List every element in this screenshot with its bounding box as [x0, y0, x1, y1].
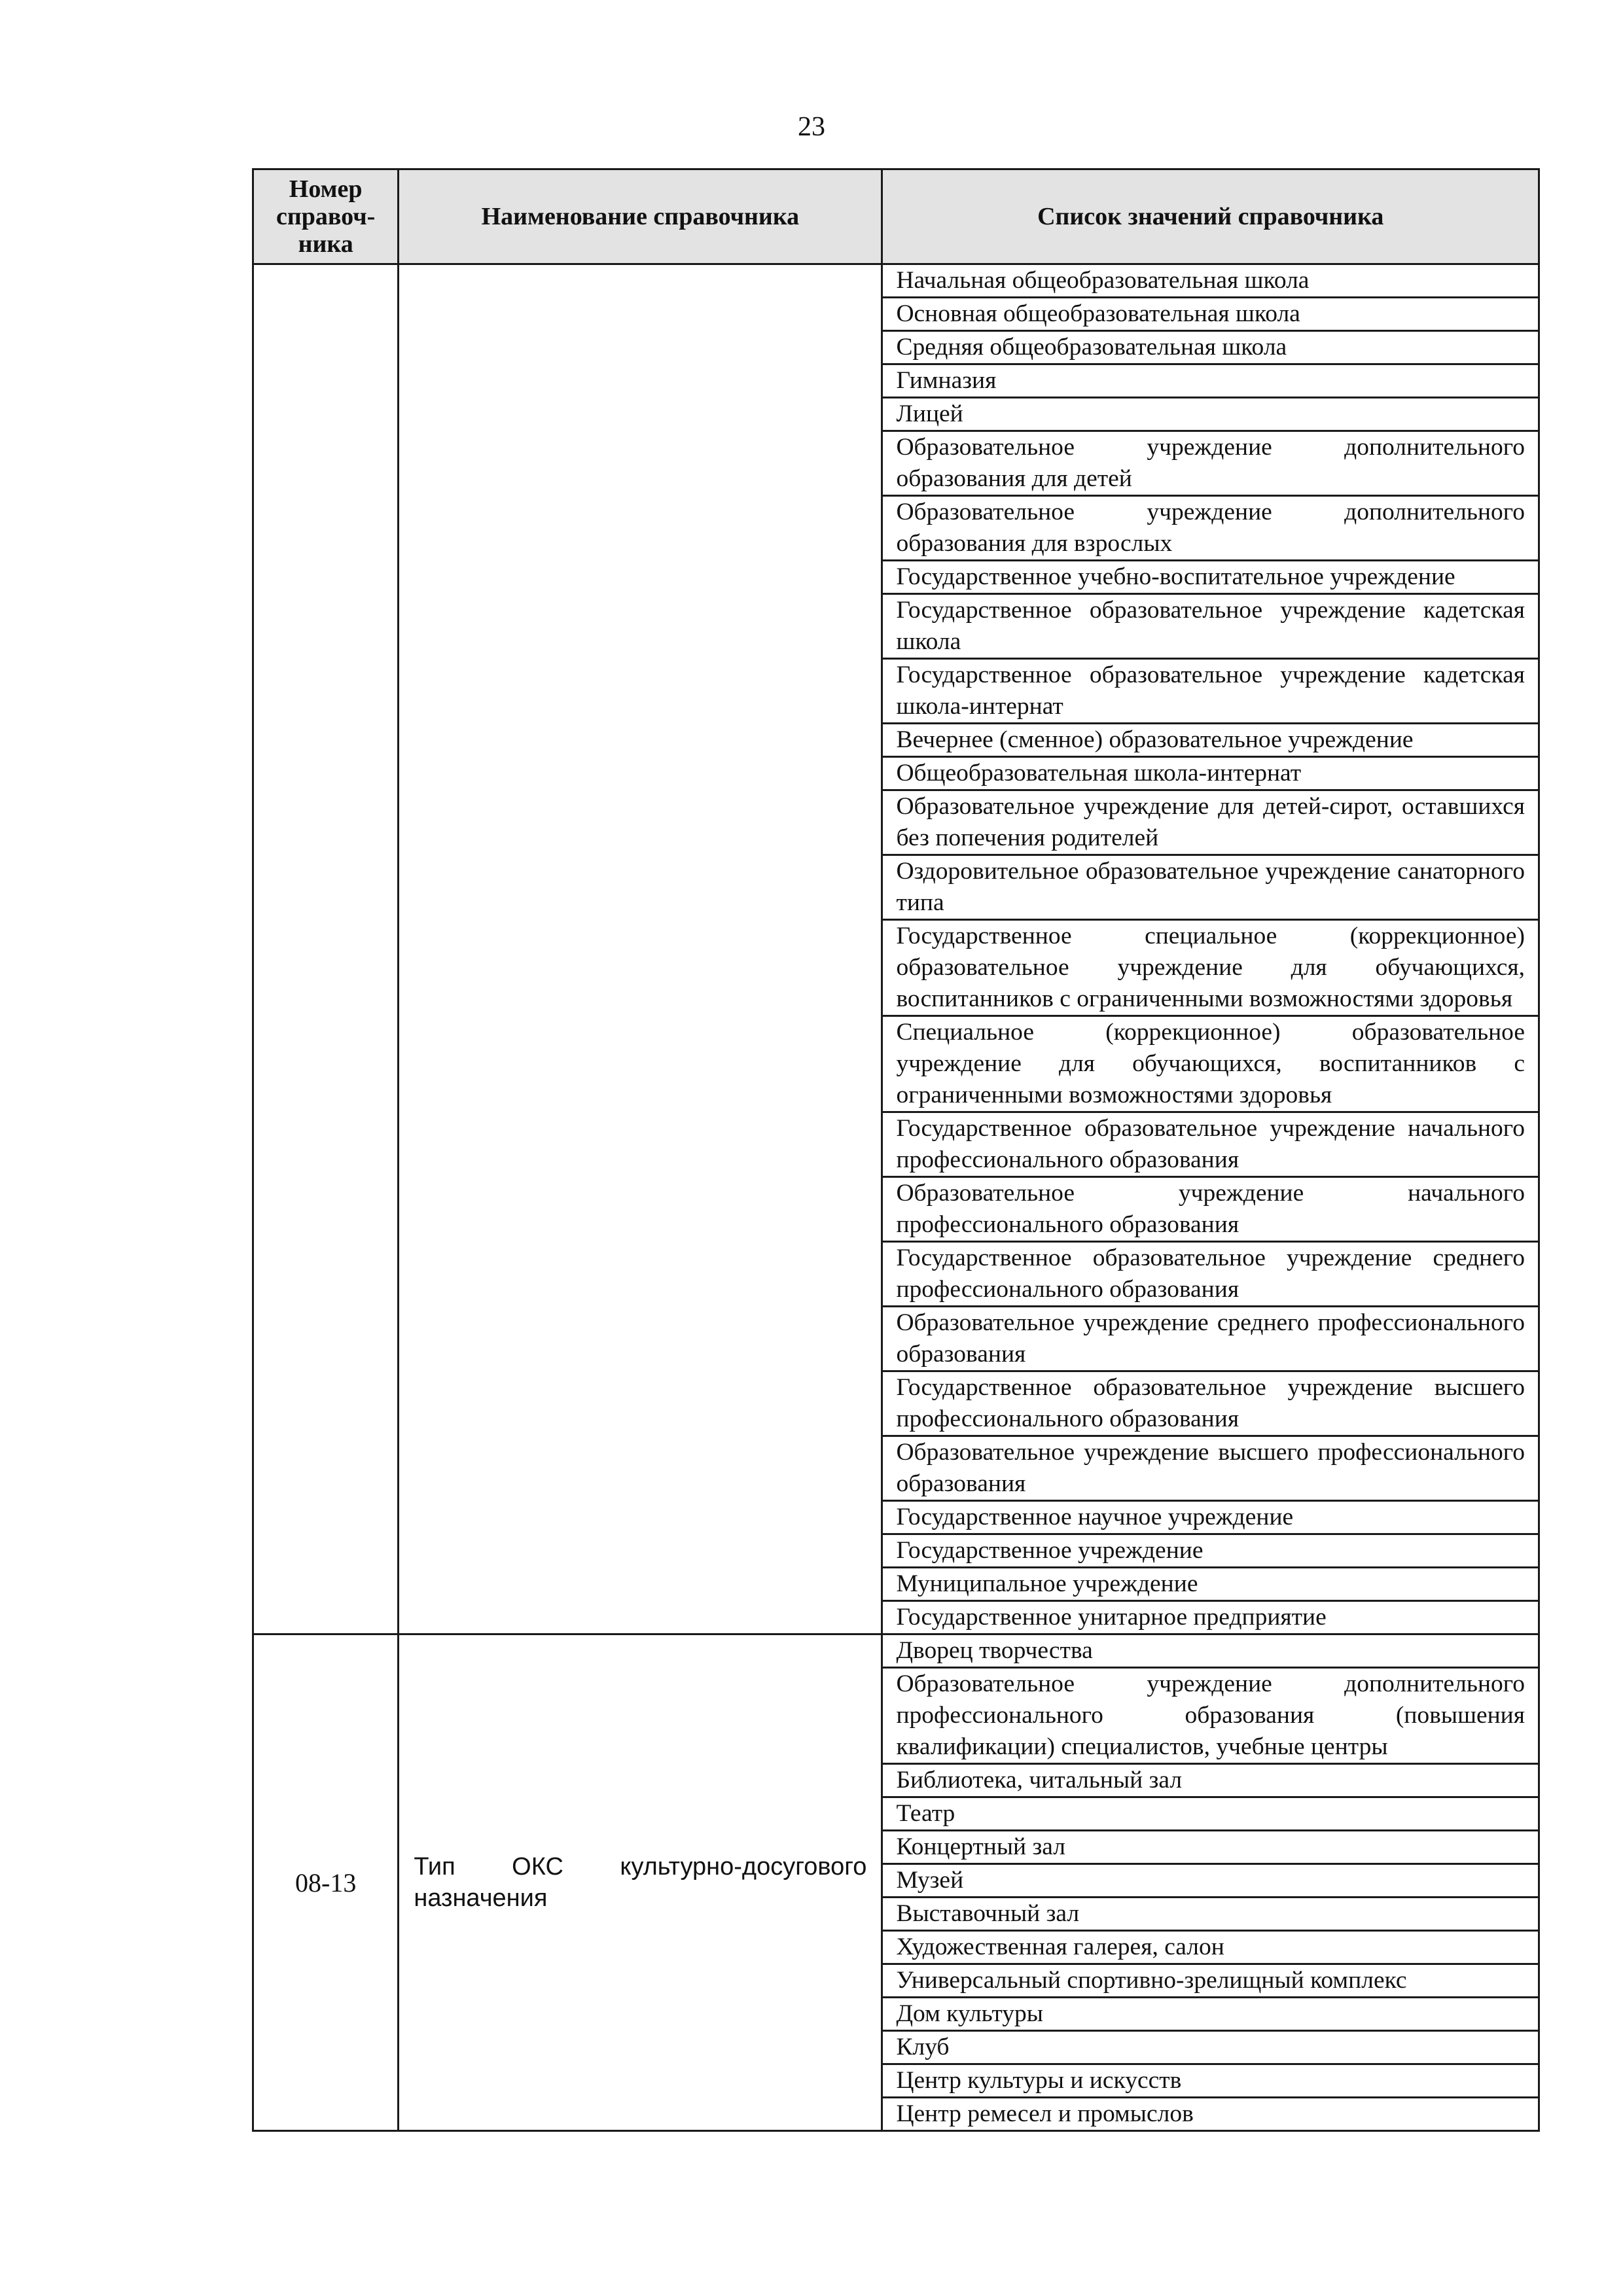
values-list	[883, 265, 1538, 1633]
list-item: Общеобразовательная школа-интернат	[883, 758, 1538, 791]
list-item: Образовательное учреждение среднего профессионального образования	[883, 1307, 1538, 1372]
header-number-label: Номер справоч-ника	[276, 175, 376, 258]
list-item: Универсальный спортивно-зрелищный комплекс	[883, 1965, 1538, 1998]
list-item: Лицей	[883, 398, 1538, 432]
list-item: Средняя общеобразовательная школа	[883, 332, 1538, 365]
list-item: Центр ремесел и промыслов	[896, 2100, 1194, 2127]
list-item: Концертный зал	[883, 1831, 1538, 1865]
row-name-cell: Тип ОКС культурно-досугового назначения	[399, 1634, 882, 2131]
list-item: Образовательное учреждение дополнительного образования для детей	[883, 432, 1538, 497]
table-row	[253, 1634, 1539, 2131]
list-item: Художественная галерея, салон	[883, 1932, 1538, 1965]
list-item: Театр	[883, 1798, 1538, 1831]
list-item: Государственное учебно-воспитательное учреждение	[883, 561, 1538, 595]
list-item: Образовательное учреждение дополнительного профессионального образования (повышения квалификации) специалистов, учебные центры	[883, 1669, 1538, 1765]
list-item: Начальная общеобразовательная школа	[883, 265, 1538, 298]
list-item: Образовательное учреждение высшего профессионального образования	[883, 1437, 1538, 1502]
list-item: Образовательное учреждение дополнительного образования для взрослых	[883, 497, 1538, 561]
list-item: Государственное образовательное учреждение высшего профессионального образования	[883, 1372, 1538, 1437]
list-item: Клуб	[883, 2032, 1538, 2065]
list-item: Государственное учреждение	[883, 1535, 1538, 1568]
list-item: Специальное (коррекционное) образовательное учреждение для обучающихся, воспитанников с ограниченными возможностями здоровья	[883, 1017, 1538, 1113]
list-item: Дом культуры	[883, 1998, 1538, 2032]
header-values-label: Список значений справочника	[1037, 203, 1384, 230]
list-item: Центр культуры и искусств	[883, 2065, 1538, 2098]
row-number-cell: 08-13	[253, 1634, 399, 2131]
list-item: Государственное образовательное учреждение начального профессионального образования	[883, 1113, 1538, 1178]
page-number: 23	[798, 112, 825, 142]
list-item: Оздоровительное образовательное учреждение санаторного типа	[883, 856, 1538, 921]
list-item: Дворец творчества	[883, 1635, 1538, 1669]
list-item: Основная общеобразовательная школа	[883, 298, 1538, 332]
table-body	[253, 264, 1539, 2131]
header-number	[253, 169, 399, 264]
table-row	[253, 264, 1539, 1634]
row-number-cell	[253, 264, 399, 1634]
header-values	[882, 169, 1539, 264]
list-item: Образовательное учреждение для детей-сирот, оставшихся без попечения родителей	[883, 791, 1538, 856]
list-item: Государственное унитарное предприятие	[896, 1604, 1327, 1631]
list-item: Гимназия	[883, 365, 1538, 398]
reference-table	[252, 168, 1540, 2132]
list-item: Государственное образовательное учреждение кадетская школа-интернат	[883, 660, 1538, 724]
values-list	[883, 1635, 1538, 2130]
list-item: Государственное образовательное учреждение кадетская школа	[883, 595, 1538, 660]
row-values-cell	[882, 1634, 1539, 2131]
list-item: Библиотека, читальный зал	[883, 1765, 1538, 1798]
header-name	[399, 169, 882, 264]
list-item: Государственное специальное (коррекционное) образовательное учреждение для обучающихся, воспитанников с ограниченными возможностями здоровья	[883, 921, 1538, 1017]
list-item: Государственное образовательное учреждение среднего профессионального образования	[883, 1243, 1538, 1307]
row-values-cell	[882, 264, 1539, 1634]
header-name-label: Наименование справочника	[481, 203, 800, 230]
list-item: Образовательное учреждение начального профессионального образования	[883, 1178, 1538, 1243]
list-item: Муниципальное учреждение	[883, 1568, 1538, 1602]
list-item: Вечернее (сменное) образовательное учреждение	[883, 724, 1538, 758]
table-header-row	[253, 169, 1539, 264]
list-item: Музей	[883, 1865, 1538, 1898]
list-item: Государственное научное учреждение	[883, 1502, 1538, 1535]
row-name-cell	[399, 264, 882, 1634]
list-item: Выставочный зал	[883, 1898, 1538, 1932]
